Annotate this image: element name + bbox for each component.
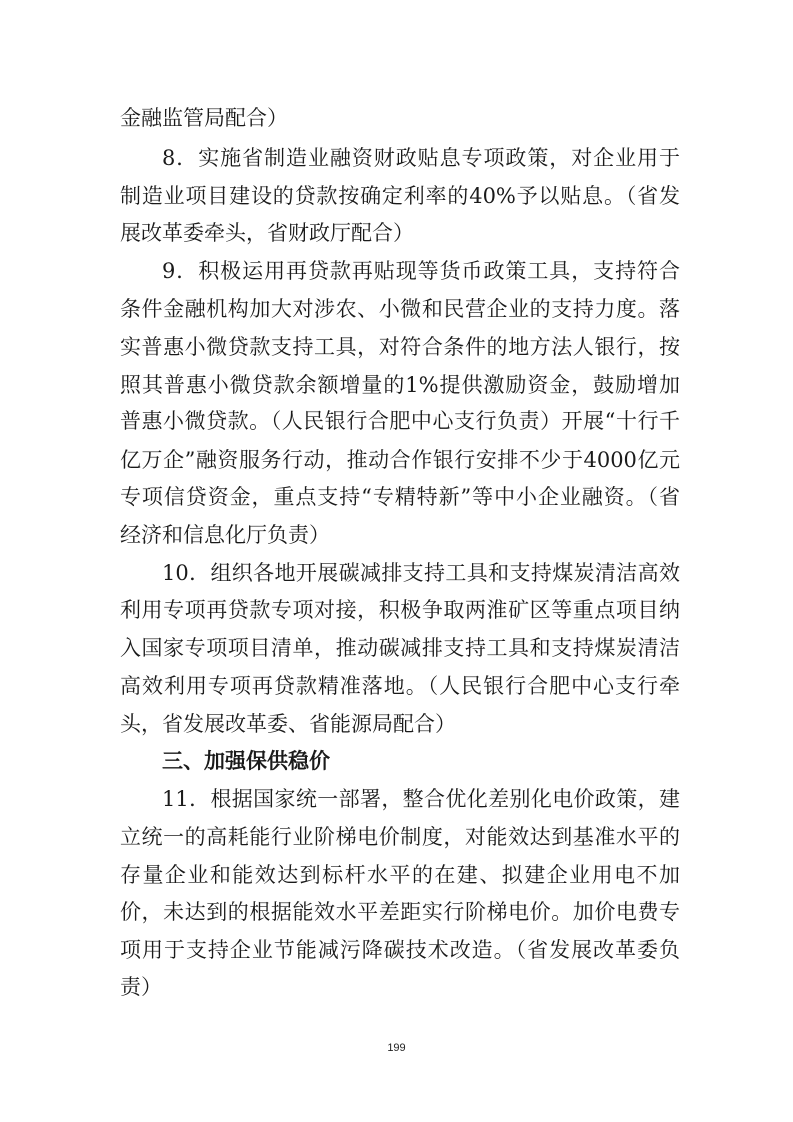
text-line: 金融监管局配合） [120,106,288,130]
text-line: 利用专项再贷款专项对接，积极争取两淮矿区等重点项目纳 [120,598,680,622]
text-line: 专项信贷资金，重点支持“专精特新”等中小企业融资。（省 [120,485,680,509]
text-line: 实普惠小微贷款支持工具，对符合条件的地方法人银行，按 [120,335,680,359]
text-line: 入国家专项项目清单，推动碳减排支持工具和支持煤炭清洁 [120,636,680,660]
text-line: 条件金融机构加大对涉农、小微和民营企业的支持力度。落 [120,297,680,321]
text-line: 立统一的高耗能行业阶梯电价制度，对能效达到基准水平的 [120,825,680,849]
text-line: 高效利用专项再贷款精准落地。（人民银行合肥中心支行牵 [120,674,680,698]
text-line: 10．组织各地开展碳减排支持工具和支持煤炭清洁高效 [162,561,680,585]
text-line: 8．实施省制造业融资财政贴息专项政策，对企业用于 [162,146,680,170]
text-line: 普惠小微贷款。（人民银行合肥中心支行负责）开展“十行千 [120,409,680,433]
text-line: 照其普惠小微贷款余额增量的1%提供激励资金，鼓励增加 [120,373,680,397]
text-line: 11．根据国家统一部署，整合优化差别化电价政策，建 [162,787,680,811]
text-line: 亿万企”融资服务行动，推动合作银行安排不少于4000亿元 [120,448,680,472]
text-line: 9．积极运用再贷款再贴现等货币政策工具，支持符合 [162,259,680,283]
section-heading: 三、加强保供稳价 [162,748,330,773]
text-line: 经济和信息化厅负责） [120,523,330,547]
text-line: 责） [120,975,162,999]
page-number: 199 [387,1042,406,1054]
text-line: 头，省发展改革委、省能源局配合） [120,712,456,736]
text-line: 展改革委牵头，省财政厅配合） [120,221,414,245]
text-line: 项用于支持企业节能减污降碳技术改造。（省发展改革委负 [120,938,680,962]
text-line: 制造业项目建设的贷款按确定利率的40%予以贴息。（省发 [120,184,680,208]
text-line: 存量企业和能效达到标杆水平的在建、拟建企业用电不加 [120,863,680,887]
text-line: 价，未达到的根据能效水平差距实行阶梯电价。加价电费专 [120,900,680,924]
